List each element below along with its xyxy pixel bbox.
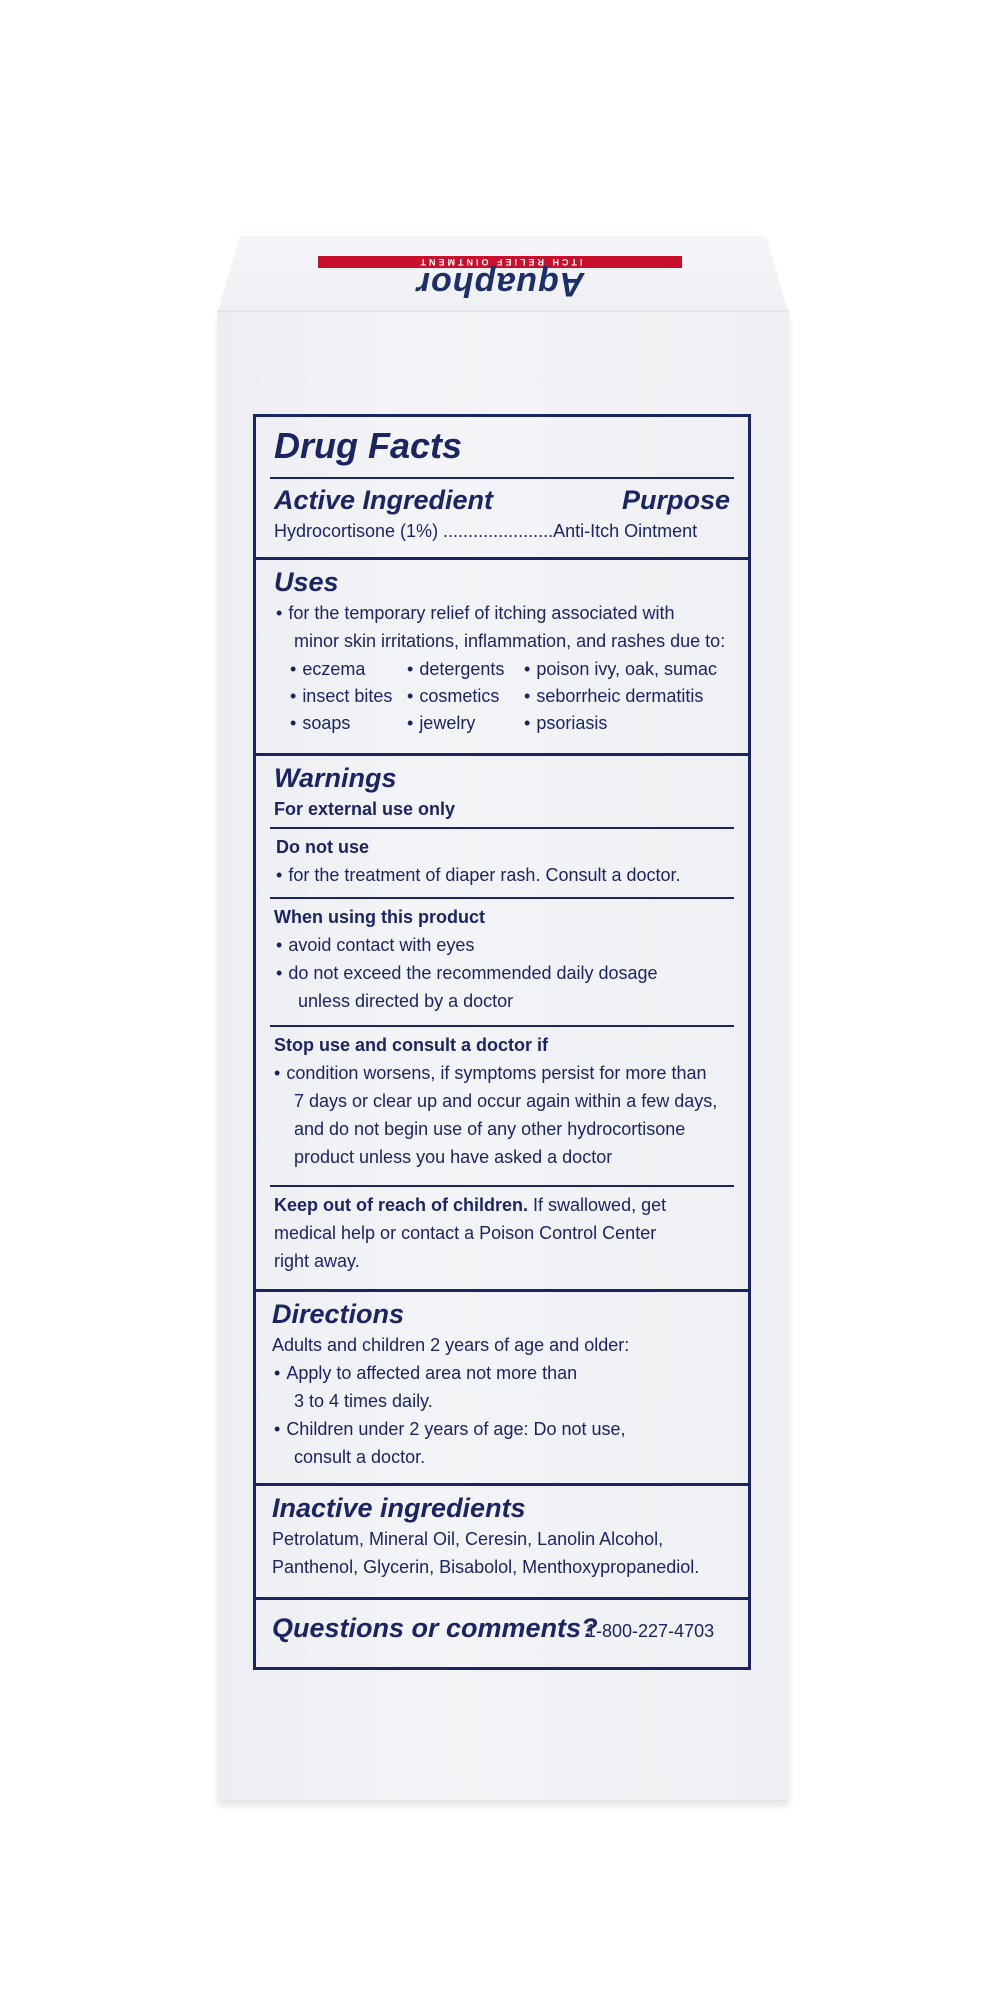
section-divider <box>256 1597 748 1600</box>
directions-intro: Adults and children 2 years of age and older: <box>272 1335 630 1355</box>
section-divider <box>256 557 748 560</box>
do-not-use-item: for the treatment of diaper rash. Consult a doctor. <box>288 865 681 885</box>
brand-logo: Aquaphor <box>415 265 585 303</box>
divider <box>270 897 734 899</box>
divider <box>270 1185 734 1187</box>
uses-item: soaps <box>302 713 351 733</box>
uses-item: psoriasis <box>536 713 608 733</box>
directions-item: Children under 2 years of age: Do not use, <box>286 1419 626 1439</box>
uses-item: eczema <box>302 659 366 679</box>
uses-item: poison ivy, oak, sumac <box>536 659 718 679</box>
when-using-heading: When using this product <box>274 907 485 927</box>
uses-item: jewelry <box>419 713 476 733</box>
directions-item-cont: consult a doctor. <box>294 1447 426 1467</box>
brand-stripe: ITCH RELIEF OINTMENT <box>318 256 682 268</box>
section-divider <box>256 1483 748 1486</box>
when-using-item-cont: unless directed by a doctor <box>298 991 514 1011</box>
inactive-heading: Inactive ingredients <box>272 1493 526 1523</box>
uses-line: • for the temporary relief of itching associated with <box>276 603 675 624</box>
drug-facts-panel <box>253 414 751 1670</box>
divider <box>270 1025 734 1027</box>
external-use-line: For external use only <box>274 799 456 819</box>
active-ingredient-heading: Active Ingredient <box>274 485 494 515</box>
section-divider <box>256 753 748 756</box>
keep-out-line: right away. <box>274 1251 360 1271</box>
uses-item: insect bites <box>302 686 393 706</box>
inactive-line: Panthenol, Glycerin, Bisabolol, Menthoxypropanediol. <box>272 1557 700 1577</box>
directions-heading: Directions <box>272 1299 405 1329</box>
section-divider <box>256 1289 748 1292</box>
stop-use-line: and do not begin use of any other hydrocortisone <box>294 1119 686 1139</box>
keep-out-text: If swallowed, get <box>528 1195 667 1215</box>
uses-line: minor skin irritations, inflammation, and rashes due to: <box>294 631 726 651</box>
warnings-heading: Warnings <box>274 763 397 793</box>
keep-out-bold: Keep out of reach of children. <box>274 1195 529 1215</box>
do-not-use-heading: Do not use <box>276 837 369 857</box>
stop-use-line: product unless you have asked a doctor <box>294 1147 613 1167</box>
when-using-item: do not exceed the recommended daily dosage <box>288 963 658 983</box>
stop-use-line: condition worsens, if symptoms persist for more than <box>286 1063 707 1083</box>
uses-heading: Uses <box>274 567 339 597</box>
divider <box>270 477 734 479</box>
questions-heading: Questions or comments? <box>272 1613 598 1643</box>
keep-out-line <box>274 1195 666 1216</box>
uses-item: cosmetics <box>419 686 500 706</box>
stop-use-line: 7 days or clear up and occur again within a few days, <box>294 1091 718 1111</box>
uses-item: detergents <box>419 659 505 679</box>
keep-out-line: medical help or contact a Poison Control Center <box>274 1223 657 1243</box>
purpose-heading: Purpose <box>621 485 730 515</box>
drug-facts-title: Drug Facts <box>274 425 463 466</box>
uses-item: seborrheic dermatitis <box>536 686 704 706</box>
directions-item: Apply to affected area not more than <box>286 1363 578 1383</box>
divider <box>270 827 734 829</box>
directions-item-cont: 3 to 4 times daily. <box>294 1391 433 1411</box>
stop-use-heading: Stop use and consult a doctor if <box>274 1035 549 1055</box>
inactive-line: Petrolatum, Mineral Oil, Ceresin, Lanolin Alcohol, <box>272 1529 664 1549</box>
phone-number: 1-800-227-4703 <box>586 1621 715 1641</box>
active-ingredient-line: Hydrocortisone (1%) ......................Anti-Itch Ointment <box>274 521 698 541</box>
when-using-item: avoid contact with eyes <box>288 935 475 955</box>
